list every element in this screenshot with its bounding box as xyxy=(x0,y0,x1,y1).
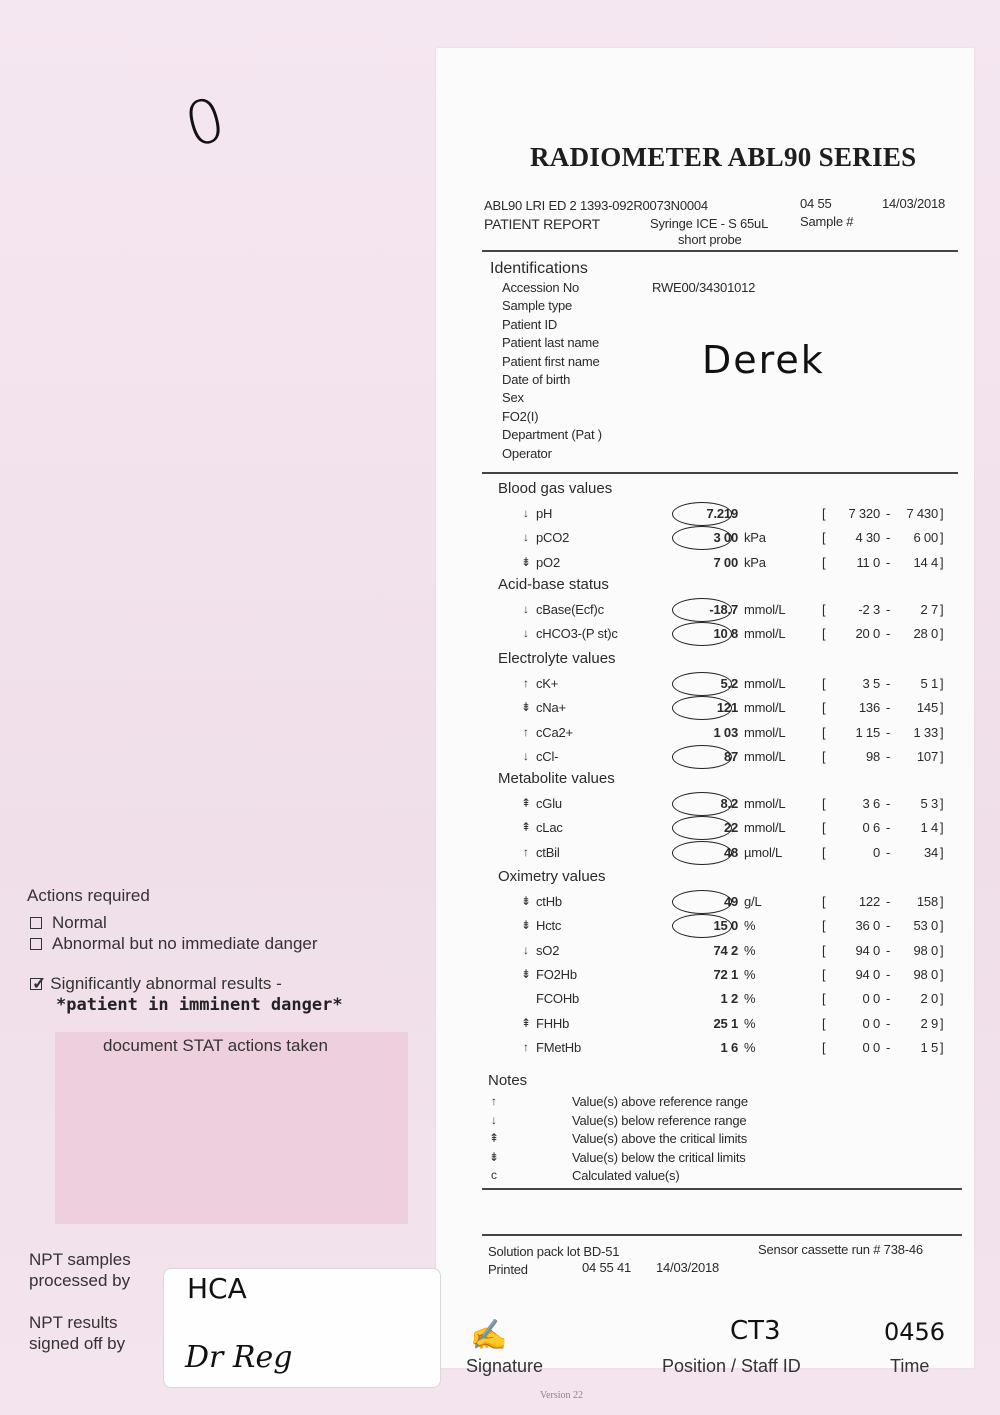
result-unit: % xyxy=(744,1039,756,1055)
result-name: ctHb xyxy=(536,894,562,909)
result-flag: ⇞ xyxy=(520,796,532,810)
range-low: 0 0 xyxy=(862,1039,880,1055)
range-high: 7 430 xyxy=(906,506,938,521)
result-unit: g/L xyxy=(744,894,762,909)
result-flag: ↓ xyxy=(523,942,529,957)
signed-off-value: Dr Reg xyxy=(185,1340,293,1375)
danger-label: *patient in imminent danger* xyxy=(56,995,343,1015)
result-unit: kPa xyxy=(744,554,766,570)
abnormal-circle xyxy=(672,696,732,720)
result-unit: % xyxy=(744,966,756,982)
result-value: 48 xyxy=(723,844,738,860)
range-high: 1 5 xyxy=(920,1039,938,1055)
range-open: [ xyxy=(822,1039,826,1055)
npt-processed-label-2: processed by xyxy=(29,1271,131,1290)
range-close: ] xyxy=(940,844,944,860)
note-symbol: ↑ xyxy=(491,1094,497,1108)
range-low: 7 320 xyxy=(848,506,880,521)
ident-label: Patient first name xyxy=(502,353,600,369)
ident-label: Department (Pat ) xyxy=(502,427,602,443)
npt-signed-label-2: signed off by xyxy=(29,1334,126,1353)
range-high: 6 00 xyxy=(913,530,938,546)
range-low: 122 xyxy=(858,894,880,909)
result-flag: ⇞ xyxy=(520,1015,532,1030)
abnormal-circle xyxy=(672,672,732,696)
result-unit: % xyxy=(744,991,756,1007)
result-name: cK+ xyxy=(536,676,559,691)
position-value: CT3 xyxy=(730,1316,781,1346)
abnormal-circle xyxy=(672,598,732,622)
stat-actions-label: document STAT actions taken xyxy=(103,1036,328,1055)
tick-mark-icon: ✓ xyxy=(32,974,47,993)
range-high: 2 0 xyxy=(920,991,938,1007)
result-name: FO2Hb xyxy=(536,966,577,982)
result-unit: kPa xyxy=(744,530,766,546)
ident-label: FO2(I) xyxy=(502,408,539,424)
result-name: cNa+ xyxy=(536,700,566,716)
ident-value: RWE00/34301012 xyxy=(652,280,756,295)
result-flag: ⇟ xyxy=(520,554,532,569)
option-normal[interactable] xyxy=(30,913,107,933)
range-open: [ xyxy=(822,844,826,860)
range-close: ] xyxy=(940,724,944,740)
range-high: 5 3 xyxy=(920,796,938,811)
processed-by-value: HCA xyxy=(187,1272,247,1305)
range-low: 98 xyxy=(865,748,880,764)
result-name: pH xyxy=(536,506,553,521)
range-dash: - xyxy=(886,530,891,546)
ident-label: Operator xyxy=(502,445,552,461)
result-value: 3 00 xyxy=(713,530,738,546)
range-dash: - xyxy=(886,700,891,716)
ident-label: Date of birth xyxy=(502,372,571,387)
result-value: 49 xyxy=(723,894,738,909)
sensor-cassette: Sensor cassette run # 738-46 xyxy=(758,1242,923,1257)
result-name: Hctc xyxy=(536,918,562,934)
section-heading: Blood gas values xyxy=(498,480,613,497)
range-open: [ xyxy=(822,676,826,691)
range-close: ] xyxy=(940,748,944,764)
range-close: ] xyxy=(940,820,944,836)
result-unit: µmol/L xyxy=(744,844,783,860)
identifications-heading: Identifications xyxy=(490,260,588,277)
range-open: [ xyxy=(822,796,826,811)
section-heading: Acid-base status xyxy=(498,576,609,593)
result-flag: ↑ xyxy=(523,844,529,859)
range-high: 158 xyxy=(916,894,938,909)
range-close: ] xyxy=(940,1015,944,1031)
result-unit: mmol/L xyxy=(744,748,786,764)
result-value: 7 00 xyxy=(713,554,738,570)
range-dash: - xyxy=(886,626,891,642)
time-label: Time xyxy=(890,1356,930,1376)
range-high: 98 0 xyxy=(913,942,938,958)
range-dash: - xyxy=(886,748,891,764)
position-label: Position / Staff ID xyxy=(662,1356,801,1376)
range-dash: - xyxy=(886,796,891,811)
result-value: 8.2 xyxy=(720,796,738,811)
result-flag: ↓ xyxy=(523,530,529,545)
result-value: 1 6 xyxy=(720,1039,738,1055)
printed-label: Printed xyxy=(488,1262,528,1277)
signature-label: Signature xyxy=(466,1356,544,1376)
header-rule xyxy=(482,250,958,252)
note-symbol: ⇞ xyxy=(488,1131,500,1145)
result-unit: mmol/L xyxy=(744,700,786,716)
result-name: sO2 xyxy=(536,942,560,958)
ident-label: Sample type xyxy=(502,298,573,314)
range-close: ] xyxy=(940,1039,944,1055)
range-close: ] xyxy=(940,506,944,521)
range-dash: - xyxy=(886,966,891,982)
note-text: Value(s) below reference range xyxy=(572,1112,747,1128)
abnormal-circle xyxy=(672,745,732,769)
range-close: ] xyxy=(940,796,944,811)
result-flag: ⇟ xyxy=(520,700,532,715)
result-value: 15 0 xyxy=(713,918,738,934)
result-unit: % xyxy=(744,918,756,934)
npt-processed-label-1: NPT samples xyxy=(29,1250,131,1269)
result-unit: mmol/L xyxy=(744,676,786,691)
result-flag: ⇟ xyxy=(520,966,532,981)
result-value: 72 1 xyxy=(713,966,738,982)
result-flag: ↓ xyxy=(523,748,529,763)
abnormal-circle xyxy=(672,890,732,914)
range-open: [ xyxy=(822,724,826,740)
result-flag: ↑ xyxy=(523,724,529,739)
result-name: FHHb xyxy=(536,1015,570,1031)
ident-label: Accession No xyxy=(502,280,580,295)
range-high: 107 xyxy=(916,748,938,764)
handwritten-patient-name: Derek xyxy=(702,338,825,382)
result-unit: mmol/L xyxy=(744,602,786,617)
range-open: [ xyxy=(822,554,826,570)
range-close: ] xyxy=(940,918,944,934)
range-close: ] xyxy=(940,626,944,642)
time-value: 0456 xyxy=(884,1318,946,1346)
range-dash: - xyxy=(886,506,891,521)
range-low: 0 0 xyxy=(862,1015,880,1031)
range-open: [ xyxy=(822,991,826,1007)
range-close: ] xyxy=(940,894,944,909)
device-id: ABL90 LRI ED 2 1393-092R0073N0004 xyxy=(484,198,708,213)
range-low: -2 3 xyxy=(858,602,880,617)
abnormal-circle xyxy=(672,526,732,550)
result-name: cLac xyxy=(536,820,563,836)
range-dash: - xyxy=(886,1039,891,1055)
result-flag: ⇟ xyxy=(520,918,532,933)
range-high: 34 xyxy=(923,844,938,860)
abnormal-label: Abnormal but no immediate danger xyxy=(52,934,318,953)
result-value: 5.2 xyxy=(720,676,738,691)
note-text: Value(s) above reference range xyxy=(572,1094,748,1109)
result-flag: ⇞ xyxy=(520,820,532,835)
result-value: 1 2 xyxy=(720,991,738,1007)
report-time: 04 55 xyxy=(800,196,832,211)
range-high: 14 4 xyxy=(913,554,938,570)
range-close: ] xyxy=(940,942,944,958)
normal-checkbox[interactable] xyxy=(30,917,42,929)
range-dash: - xyxy=(886,991,891,1007)
patient-report-printout xyxy=(436,48,974,1368)
range-low: 94 0 xyxy=(855,966,880,982)
range-high: 28 0 xyxy=(913,626,938,642)
actions-heading: Actions required xyxy=(27,886,150,905)
range-low: 0 0 xyxy=(862,991,880,1007)
note-symbol: c xyxy=(491,1168,497,1182)
note-text: Value(s) below the critical limits xyxy=(572,1149,746,1165)
range-low: 0 xyxy=(872,844,880,860)
ident-label: Patient last name xyxy=(502,335,600,351)
result-name: cBase(Ecf)c xyxy=(536,602,604,617)
range-dash: - xyxy=(886,942,891,958)
result-value: 10 8 xyxy=(713,626,738,642)
range-high: 2 7 xyxy=(920,602,938,617)
report-type: PATIENT REPORT xyxy=(484,216,600,232)
result-value: 121 xyxy=(716,700,738,716)
range-close: ] xyxy=(940,676,944,691)
range-close: ] xyxy=(940,966,944,982)
result-unit: % xyxy=(744,942,756,958)
result-flag: ↓ xyxy=(523,626,529,641)
result-flag: ⇟ xyxy=(520,894,532,908)
range-open: [ xyxy=(822,506,826,521)
range-low: 136 xyxy=(858,700,880,716)
range-high: 2 9 xyxy=(920,1015,938,1031)
report-title: RADIOMETER ABL90 SERIES xyxy=(530,142,917,172)
section-heading: Metabolite values xyxy=(498,770,615,787)
range-high: 53 0 xyxy=(913,918,938,934)
result-flag: ↑ xyxy=(523,1039,529,1054)
range-dash: - xyxy=(886,844,891,860)
range-dash: - xyxy=(886,1015,891,1031)
footer-rule xyxy=(482,1234,962,1236)
abnormal-circle xyxy=(672,502,732,526)
range-low: 3 6 xyxy=(862,796,880,811)
range-open: [ xyxy=(822,820,826,836)
range-dash: - xyxy=(886,894,891,909)
significant-label: Significantly abnormal results - xyxy=(50,974,282,993)
range-close: ] xyxy=(940,700,944,716)
range-open: [ xyxy=(822,918,826,934)
range-open: [ xyxy=(822,748,826,764)
range-open: [ xyxy=(822,942,826,958)
result-name: FMetHb xyxy=(536,1039,582,1055)
range-dash: - xyxy=(886,820,891,836)
range-low: 4 30 xyxy=(855,530,880,546)
result-name: cHCO3-(P st)c xyxy=(536,626,618,642)
result-unit: mmol/L xyxy=(744,820,786,836)
result-name: FCOHb xyxy=(536,991,580,1007)
result-name: cGlu xyxy=(536,796,562,811)
range-open: [ xyxy=(822,530,826,546)
printed-time: 04 55 41 xyxy=(582,1260,632,1275)
abnormal-circle xyxy=(672,816,732,840)
range-dash: - xyxy=(886,554,891,570)
result-value: 7.219 xyxy=(706,506,738,521)
range-high: 5 1 xyxy=(920,676,938,691)
result-unit: mmol/L xyxy=(744,724,786,740)
sample-label: Sample # xyxy=(800,214,854,229)
result-name: pCO2 xyxy=(536,530,570,546)
option-significant[interactable] xyxy=(30,974,282,994)
printed-date: 14/03/2018 xyxy=(656,1260,720,1275)
npt-signed-label-1: NPT results xyxy=(29,1313,118,1332)
range-open: [ xyxy=(822,894,826,909)
signature-scribble: ✍ xyxy=(470,1318,508,1353)
abnormal-circle xyxy=(672,841,732,865)
range-low: 1 15 xyxy=(855,724,880,740)
normal-label: Normal xyxy=(52,913,107,932)
notes-heading: Notes xyxy=(488,1072,528,1089)
result-value: 87 xyxy=(723,748,738,764)
handwritten-number: 0 xyxy=(177,84,233,162)
range-open: [ xyxy=(822,1015,826,1031)
result-value: 22 xyxy=(723,820,738,836)
range-open: [ xyxy=(822,700,826,716)
abnormal-circle xyxy=(672,914,732,938)
report-date: 14/03/2018 xyxy=(882,196,946,211)
range-high: 1 4 xyxy=(920,820,938,836)
result-value: 25 1 xyxy=(713,1015,738,1031)
range-open: [ xyxy=(822,626,826,642)
result-name: cCa2+ xyxy=(536,724,573,740)
range-dash: - xyxy=(886,676,891,691)
range-dash: - xyxy=(886,724,891,740)
syringe-type: Syringe ICE - S 65uL xyxy=(650,216,769,231)
range-close: ] xyxy=(940,602,944,617)
range-open: [ xyxy=(822,602,826,617)
ident-rule xyxy=(482,472,958,474)
range-dash: - xyxy=(886,602,891,617)
result-unit: % xyxy=(744,1015,756,1031)
range-close: ] xyxy=(940,554,944,570)
ident-label: Sex xyxy=(502,390,524,406)
result-flag: ↑ xyxy=(523,676,529,690)
result-value: 1 03 xyxy=(713,724,738,740)
range-low: 36 0 xyxy=(855,918,880,934)
section-heading: Electrolyte values xyxy=(498,650,616,667)
range-close: ] xyxy=(940,991,944,1007)
range-high: 1 33 xyxy=(913,724,938,740)
result-unit: mmol/L xyxy=(744,626,786,642)
version-text: Version 22 xyxy=(540,1390,584,1401)
note-symbol: ⇟ xyxy=(488,1149,500,1164)
range-high: 145 xyxy=(916,700,938,716)
range-open: [ xyxy=(822,966,826,982)
result-name: ctBil xyxy=(536,844,560,860)
result-value: -18.7 xyxy=(709,602,738,617)
range-dash: - xyxy=(886,918,891,934)
abnormal-circle xyxy=(672,622,732,646)
result-name: pO2 xyxy=(536,554,560,570)
abnormal-checkbox[interactable] xyxy=(30,938,42,950)
note-text: Value(s) above the critical limits xyxy=(572,1131,748,1146)
result-flag: ↓ xyxy=(523,602,529,616)
probe-type: short probe xyxy=(678,232,742,247)
range-low: 3 5 xyxy=(862,676,880,691)
result-value: 74 2 xyxy=(713,942,738,958)
range-high: 98 0 xyxy=(913,966,938,982)
result-flag: ↓ xyxy=(523,506,529,520)
ident-label: Patient ID xyxy=(502,316,558,332)
solution-pack: Solution pack lot BD-51 xyxy=(488,1244,620,1259)
result-unit: mmol/L xyxy=(744,796,786,811)
range-low: 20 0 xyxy=(855,626,880,642)
abnormal-circle xyxy=(672,792,732,816)
range-close: ] xyxy=(940,530,944,546)
range-low: 11 0 xyxy=(856,554,880,570)
note-text: Calculated value(s) xyxy=(572,1168,680,1183)
notes-rule xyxy=(482,1188,962,1190)
result-name: cCl- xyxy=(536,748,559,764)
section-heading: Oximetry values xyxy=(498,868,606,885)
range-low: 94 0 xyxy=(855,942,880,958)
note-symbol: ↓ xyxy=(491,1112,497,1127)
option-abnormal[interactable] xyxy=(30,934,318,954)
stat-actions-box[interactable] xyxy=(55,1032,408,1224)
range-low: 0 6 xyxy=(862,820,880,836)
